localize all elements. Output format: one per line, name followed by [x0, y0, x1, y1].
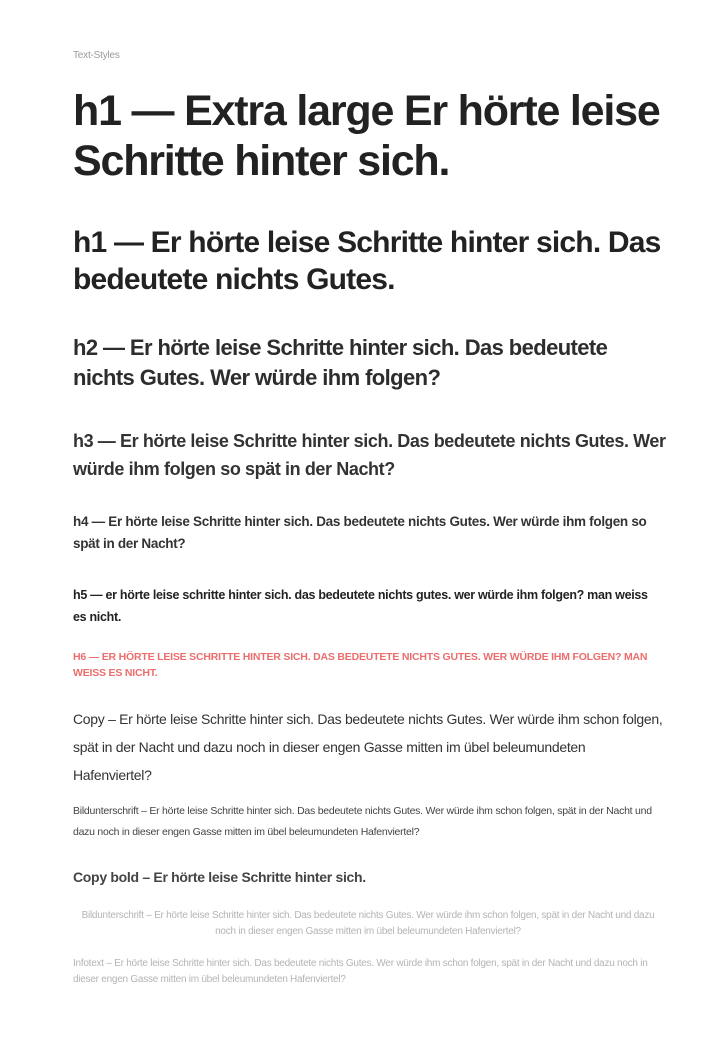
infotext: Infotext – Er hörte leise Schritte hinter sich. Das bedeutete nichts Gutes. Wer würde ihm schon folgen, spät in der Nacht und dazu noch in dieser engen Gasse mitten im übel beleumundeten Hafenviertel?: [73, 958, 648, 985]
heading-h1-extra-large: h1 — Extra large Er hörte leise Schritte hinter sich.: [73, 87, 660, 185]
caption-centered-text: Bildunterschrift – Er hörte leise Schritte hinter sich. Das bedeutete nichts Gutes. Wer würde ihm schon folgen, spät in der Nacht und dazu noch in dieser engen Gasse mitten im übel beleumundeten Hafenviertel?: [81, 910, 655, 937]
caption-text: Bildunterschrift – Er hörte leise Schritte hinter sich. Das bedeutete nichts Gutes. Wer würde ihm schon folgen, spät in der Nacht und dazu noch in dieser engen Gasse mitten im übel beleumundeten Hafenviertel?: [73, 805, 652, 838]
page-label: Text-Styles: [73, 50, 120, 61]
heading-h3: h3 — Er hörte leise Schritte hinter sich. Das bedeutete nichts Gutes. Wer würde ihm folgen so spät in der Nacht?: [73, 431, 666, 479]
heading-h6: H6 — ER HÖRTE LEISE SCHRITTE HINTER SICH. DAS BEDEUTETE NICHTS GUTES. WER WÜRDE IHM FOLGEN? MAN WEISS ES NICHT.: [73, 651, 648, 679]
copy-text: Copy – Er hörte leise Schritte hinter sich. Das bedeutete nichts Gutes. Wer würde ihm schon folgen, spät in der Nacht und dazu noch in dieser engen Gasse mitten im übel beleumundeten Hafenviertel?: [73, 711, 663, 783]
heading-h1: h1 — Er hörte leise Schritte hinter sich. Das bedeutete nichts Gutes.: [73, 226, 661, 296]
copy-bold-text: Copy bold – Er hörte leise Schritte hinter sich.: [73, 869, 366, 885]
heading-h5: h5 — er hörte leise schritte hinter sich. das bedeutete nichts gutes. wer würde ihm folgen? man weiss es nicht.: [73, 588, 648, 624]
heading-h2: h2 — Er hörte leise Schritte hinter sich. Das bedeutete nichts Gutes. Wer würde ihm folgen?: [73, 335, 608, 390]
heading-h4: h4 — Er hörte leise Schritte hinter sich. Das bedeutete nichts Gutes. Wer würde ihm folgen so spät in der Nacht?: [73, 514, 647, 551]
